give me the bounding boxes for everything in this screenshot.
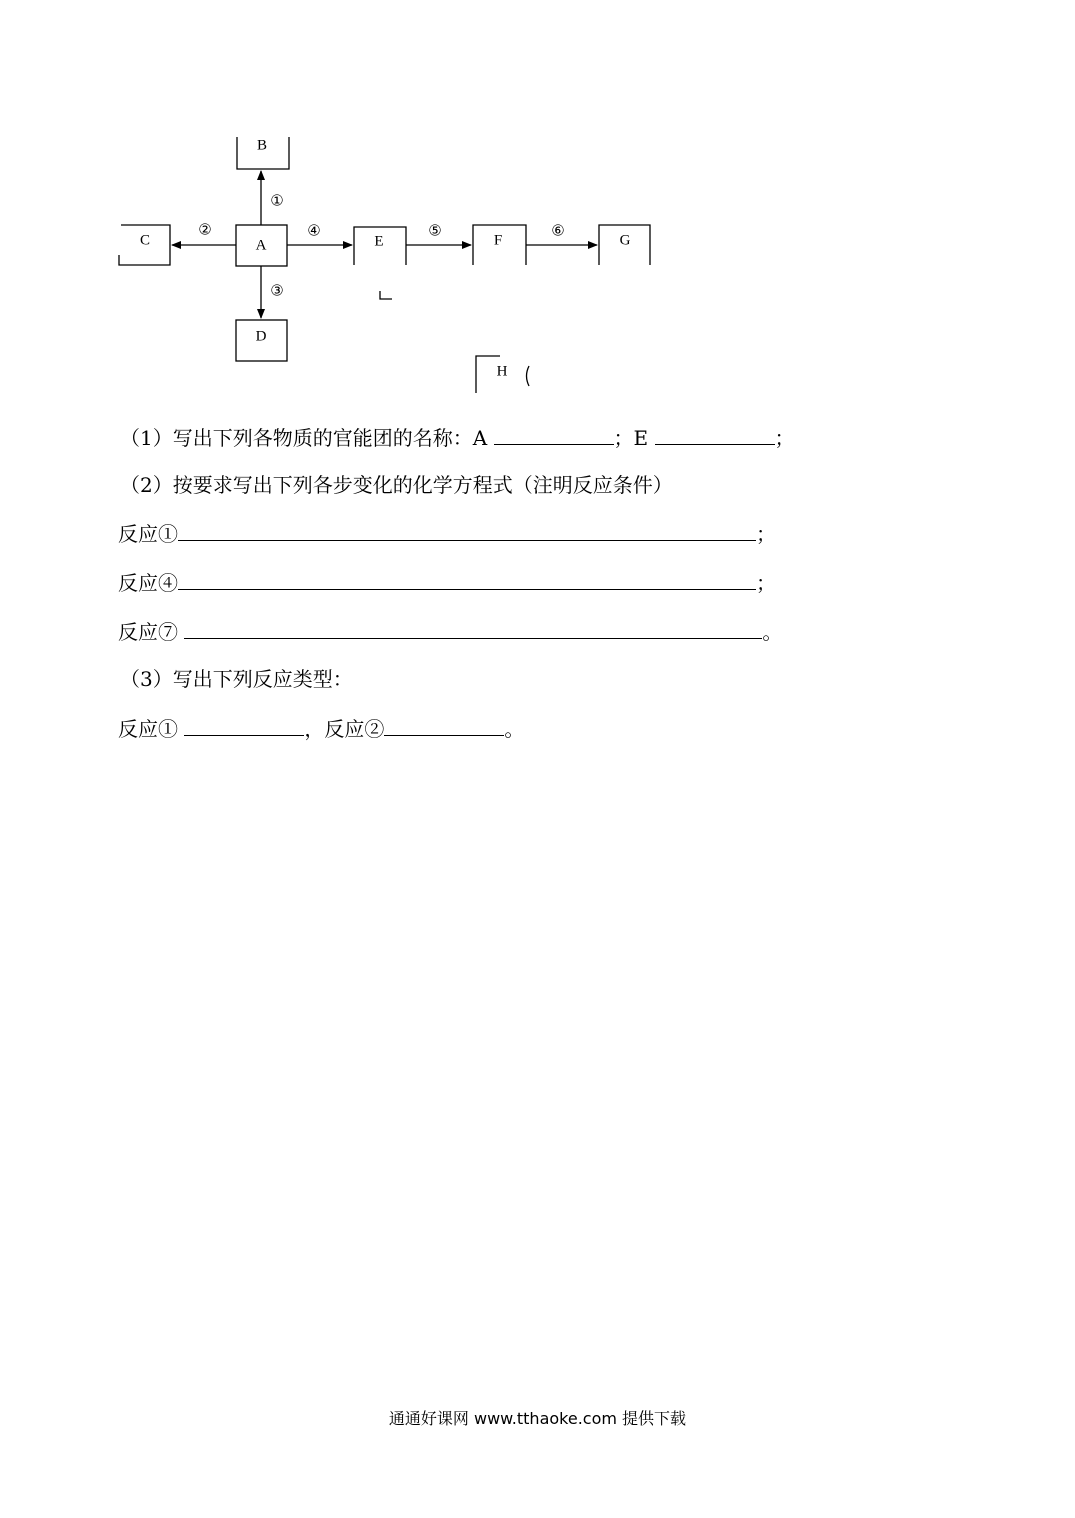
question-3-text: （3）写出下列反应类型：: [120, 667, 353, 691]
reaction-1-end: ；: [756, 522, 776, 546]
answer-blank-type-2[interactable]: [384, 715, 504, 736]
question-1-sep: ；E: [613, 426, 655, 450]
answer-blank-type-1[interactable]: [184, 715, 304, 736]
node-A-label: A: [255, 237, 267, 254]
node-F-label: F: [493, 232, 503, 249]
answer-blank-A[interactable]: [494, 424, 614, 445]
answer-blank-reaction-7[interactable]: [184, 618, 762, 639]
reaction-4-line: [118, 569, 776, 596]
reaction-types-line: [118, 715, 524, 742]
node-E-label: E: [374, 233, 384, 250]
step-1-label: ①: [270, 191, 284, 210]
node-B-label: B: [256, 137, 268, 154]
reaction-type-sep: ，反应②: [304, 717, 385, 741]
step-2-label: ②: [198, 220, 212, 239]
question-1-end: ；: [774, 426, 795, 450]
reaction-4-label: 反应④: [118, 571, 178, 595]
question-2: [120, 472, 673, 498]
step-6-label: ⑥: [551, 221, 565, 240]
step-5-label: ⑤: [428, 221, 442, 240]
reaction-1-line: [118, 520, 776, 547]
answer-blank-E[interactable]: [655, 424, 775, 445]
node-D-label: D: [255, 328, 267, 345]
question-1-text: （1）写出下列各物质的官能团的名称：A: [120, 426, 494, 450]
answer-blank-reaction-4[interactable]: [178, 569, 756, 590]
question-1: [120, 424, 795, 451]
step-3-label: ③: [270, 281, 284, 300]
question-2-text: （2）按要求写出下列各步变化的化学方程式（注明反应条件）: [120, 473, 673, 497]
node-H-label: H: [496, 363, 508, 380]
node-H-fragment: [527, 366, 530, 386]
reaction-type-1-label: 反应①: [118, 717, 185, 741]
answer-blank-reaction-1[interactable]: [178, 520, 756, 541]
node-G-label: G: [619, 232, 631, 249]
reaction-scheme-diagram: [0, 0, 1075, 420]
reaction-4-end: ；: [756, 571, 776, 595]
reaction-7-line: [118, 618, 782, 645]
reaction-7-end: 。: [762, 620, 783, 644]
reaction-types-end: 。: [504, 717, 525, 741]
reaction-7-label: 反应⑦: [118, 620, 185, 644]
step-4-label: ④: [307, 221, 321, 240]
node-E-fragment: [380, 291, 392, 299]
footer-text: 通通好课网 www.tthaoke.com 提供下载: [388, 1409, 687, 1428]
reaction-1-label: 反应①: [118, 522, 178, 546]
question-3: [120, 666, 353, 692]
node-C-label: C: [139, 232, 151, 249]
